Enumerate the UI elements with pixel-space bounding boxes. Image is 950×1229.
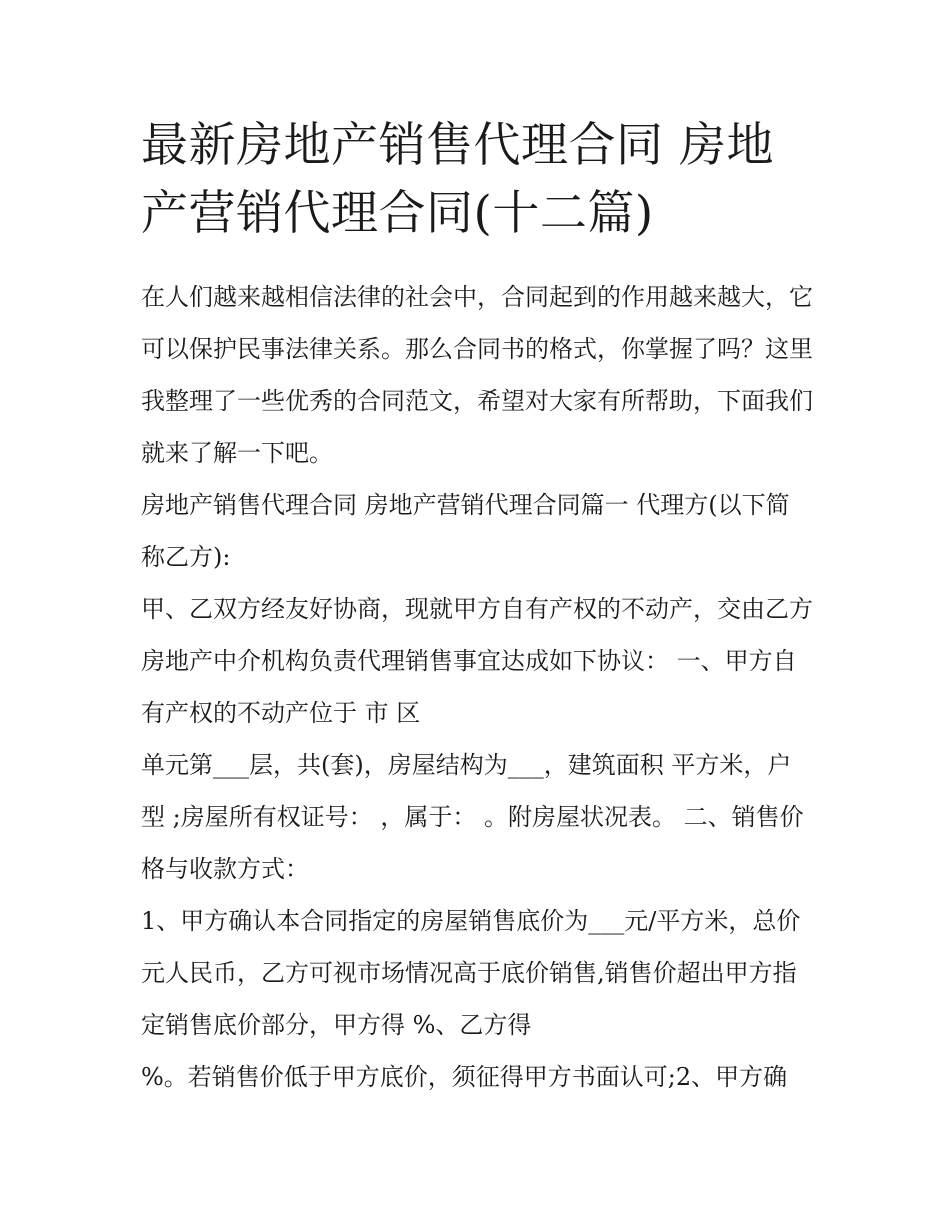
title-line-2: 产营销代理合同(十二篇) <box>141 186 654 241</box>
paragraph-contract-heading: 房地产销售代理合同 房地产营销代理合同篇一 代理方(以下简称乙方): <box>141 491 790 571</box>
document-body <box>141 271 813 1103</box>
title-line-1: 最新房地产销售代理合同 房地 <box>141 118 774 173</box>
paragraph-price-clause-2: %。若销售价低于甲方底价，须征得甲方书面认可;2、甲方确 <box>141 1063 788 1091</box>
document-page <box>141 112 813 1103</box>
paragraph-intro: 在人们越来越相信法律的社会中，合同起到的作用越来越大，它可以保护民事法律关系。那么合同书的格式，你掌握了吗？这里我整理了一些优秀的合同范文，希望对大家有所帮助，下面我们就来了解一下吧。 <box>141 283 813 467</box>
paragraph-property-details: 单元第___层，共(套)，房屋结构为___，建筑面积 平方米，户型 ;房屋所有权证号： ，属于： 。附房屋状况表。 二、销售价格与收款方式： <box>141 751 804 883</box>
document-title <box>141 112 813 248</box>
paragraph-price-clause-1: 1、甲方确认本合同指定的房屋销售底价为___元/平方米，总价 元人民币，乙方可视市场情况高于底价销售,销售价超出甲方指定销售底价部分，甲方得 %、乙方得 <box>141 907 801 1039</box>
paragraph-agreement: 甲、乙双方经友好协商，现就甲方自有产权的不动产，交由乙方房地产中介机构负责代理销售事宜达成如下协议： 一、甲方自有产权的不动产位于 市 区 <box>141 595 813 727</box>
